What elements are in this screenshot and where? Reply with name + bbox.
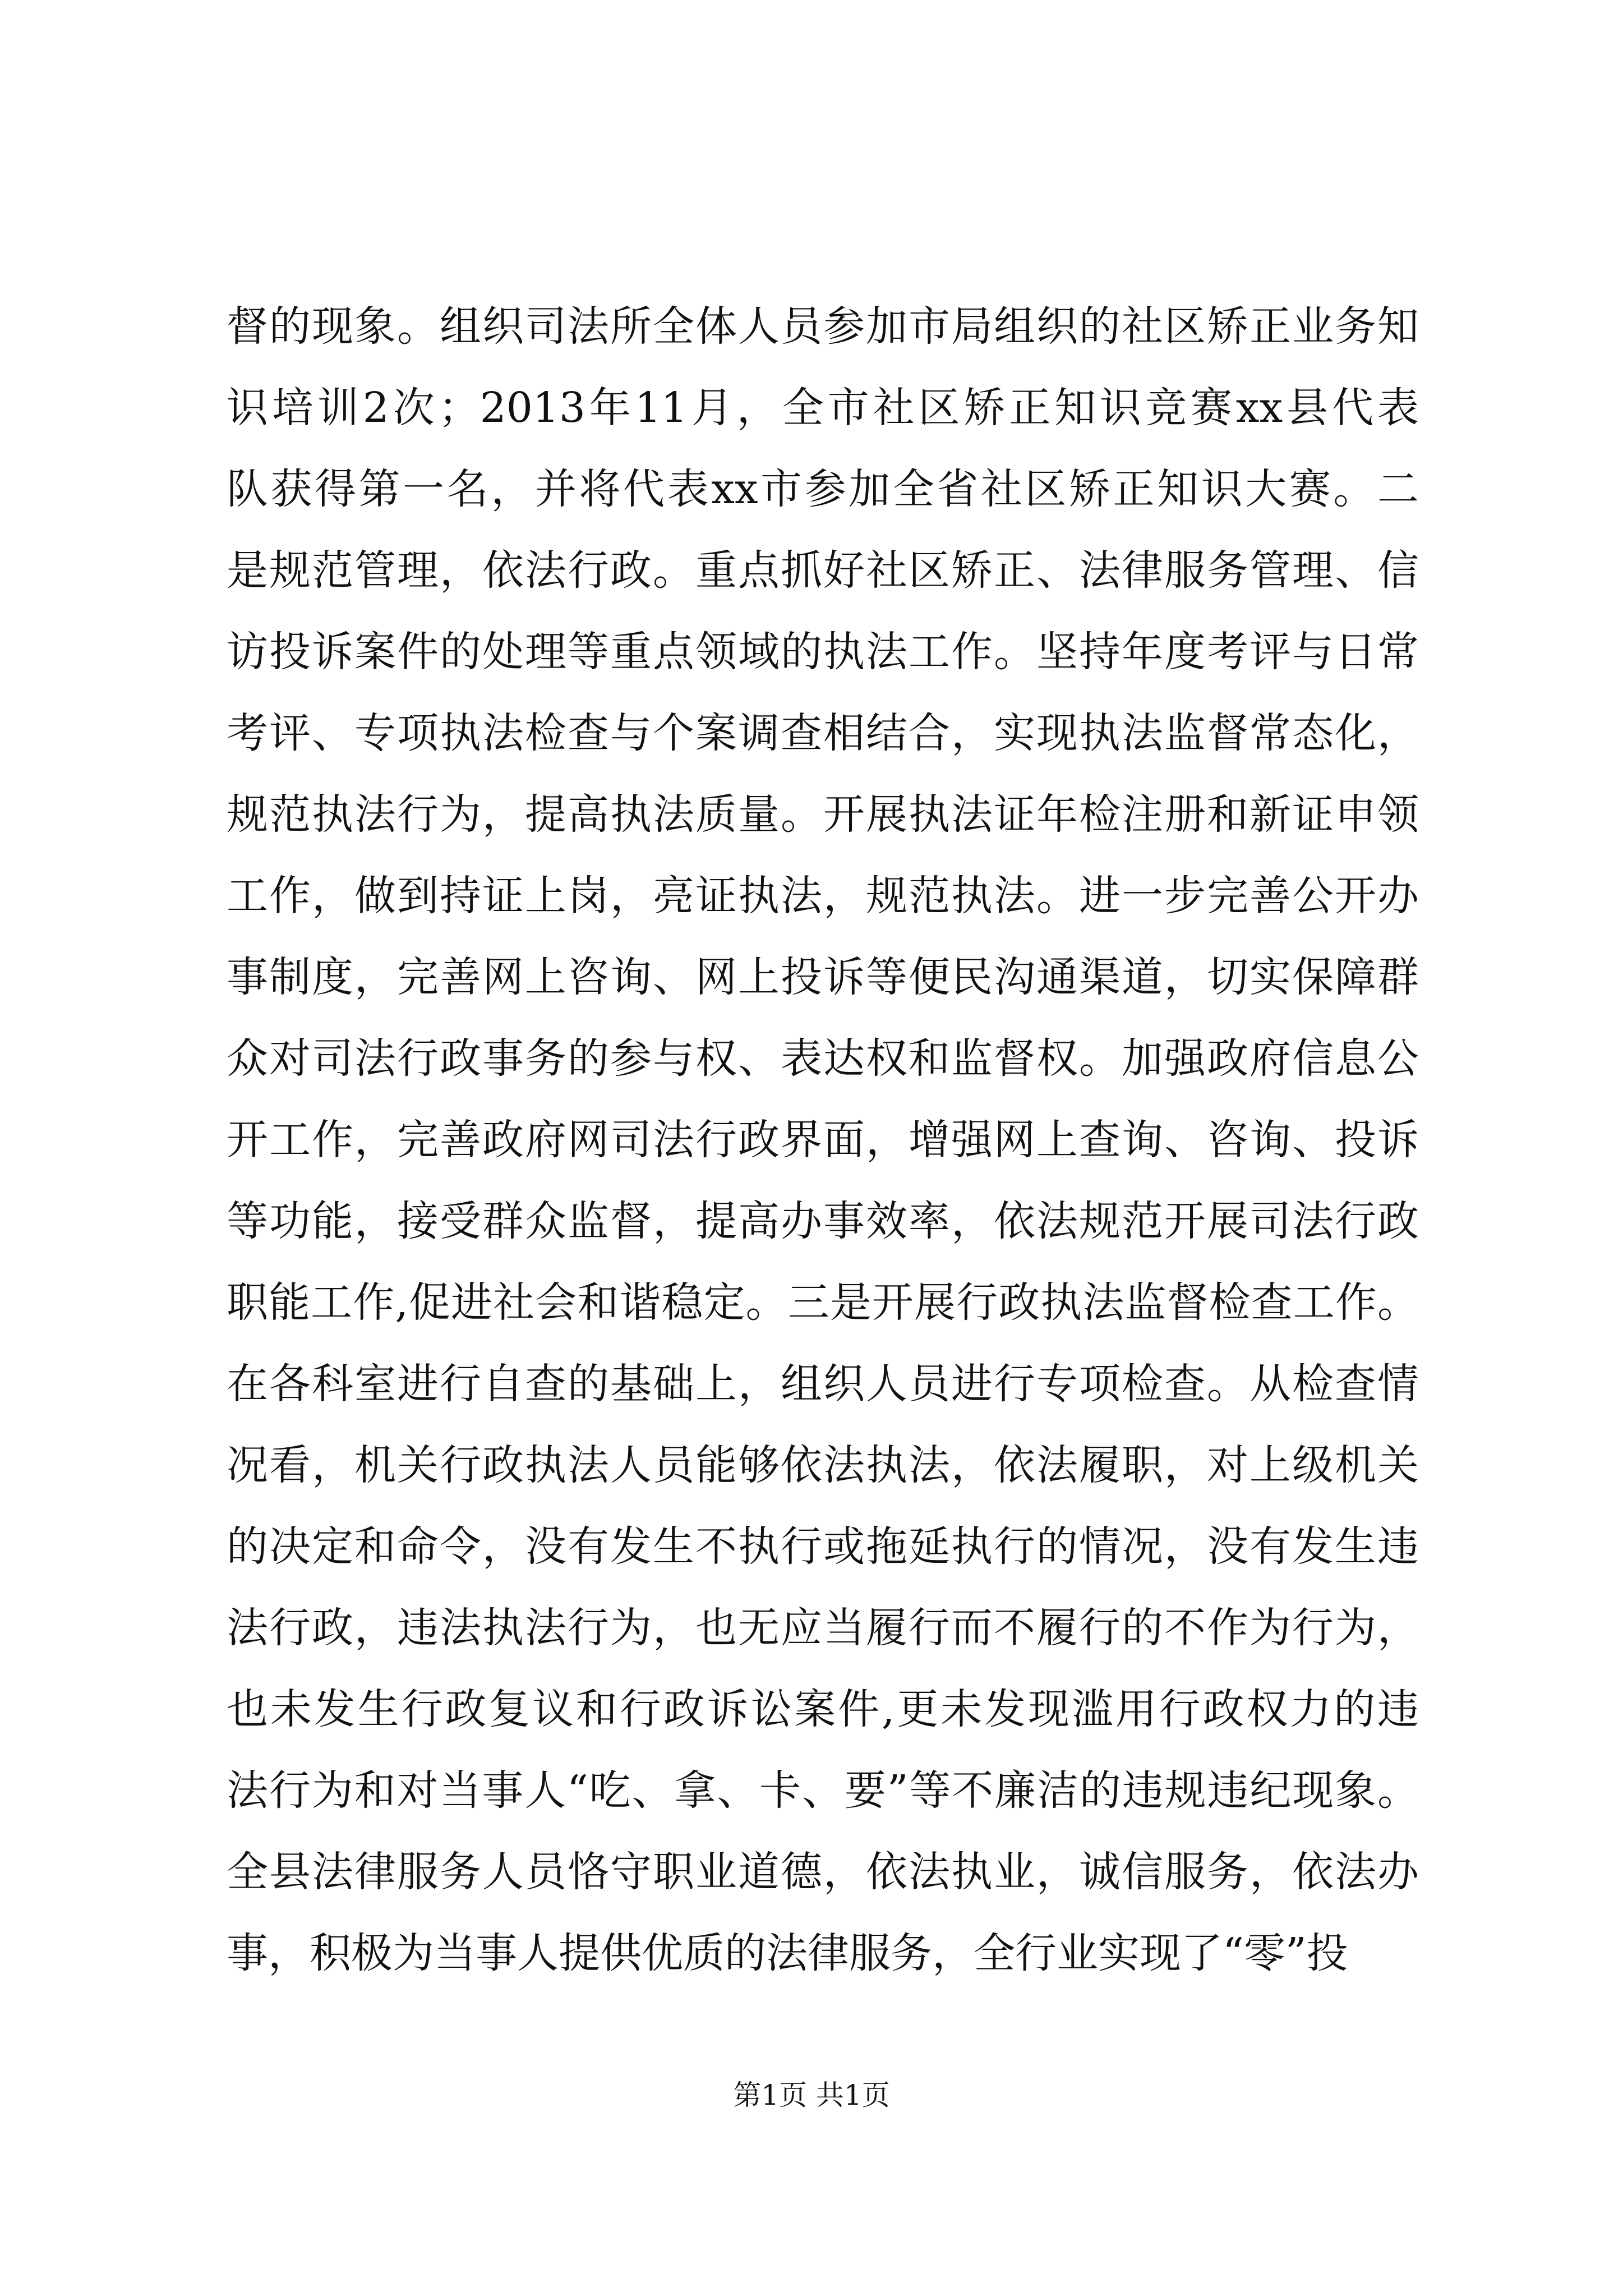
text-line-11: 开工作，完善政府网司法行政界面，增强网上查询、咨询、投诉 <box>227 1116 1419 1164</box>
page-number-label: 第1页 共1页 <box>733 2079 890 2111</box>
text-line-20: 全县法律服务人员恪守职业道德，依法执业，诚信服务，依法办 <box>227 1848 1419 1896</box>
text-line-8: 工作，做到持证上岗，亮证执法，规范执法。进一步完善公开办 <box>227 872 1419 920</box>
text-line-1: 督的现象。组织司法所全体人员参加市局组织的社区矫正业务知 <box>227 302 1419 351</box>
text-line-5: 访投诉案件的处理等重点领域的执法工作。坚持年度考评与日常 <box>227 628 1419 676</box>
text-line-4: 是规范管理，依法行政。重点抓好社区矫正、法律服务管理、信 <box>227 546 1419 595</box>
text-line-3: 队获得第一名，并将代表xx市参加全省社区矫正知识大赛。二 <box>227 465 1419 513</box>
text-line-9: 事制度，完善网上咨询、网上投诉等便民沟通渠道，切实保障群 <box>227 953 1419 1001</box>
text-line-15: 况看，机关行政执法人员能够依法执法，依法履职，对上级机关 <box>227 1441 1419 1489</box>
text-line-19: 法行为和对当事人“吃、拿、卡、要”等不廉洁的违规违纪现象。 <box>227 1766 1419 1815</box>
text-line-18: 也未发生行政复议和行政诉讼案件,更未发现滥用行政权力的违 <box>227 1685 1419 1733</box>
body-text <box>227 286 1419 1994</box>
text-line-13: 职能工作,促进社会和谐稳定。三是开展行政执法监督检查工作。 <box>227 1278 1419 1327</box>
text-line-6: 考评、专项执法检查与个案调查相结合，实现执法监督常态化， <box>227 709 1419 757</box>
text-line-14: 在各科室进行自查的基础上，组织人员进行专项检查。从检查情 <box>227 1360 1419 1408</box>
text-line-10: 众对司法行政事务的参与权、表达权和监督权。加强政府信息公 <box>227 1034 1419 1083</box>
page-footer <box>0 2076 1623 2115</box>
text-line-21: 事，积极为当事人提供优质的法律服务，全行业实现了“零”投 <box>227 1929 1348 1977</box>
text-line-2: 识培训2次；2013年11月，全市社区矫正知识竞赛xx县代表 <box>227 384 1419 432</box>
text-line-16: 的决定和命令，没有发生不执行或拖延执行的情况，没有发生违 <box>227 1522 1419 1571</box>
text-line-17: 法行政，违法执法行为，也无应当履行而不履行的不作为行为， <box>227 1604 1419 1652</box>
text-line-12: 等功能，接受群众监督，提高办事效率，依法规范开展司法行政 <box>227 1197 1419 1245</box>
text-line-7: 规范执法行为，提高执法质量。开展执法证年检注册和新证申领 <box>227 790 1419 839</box>
